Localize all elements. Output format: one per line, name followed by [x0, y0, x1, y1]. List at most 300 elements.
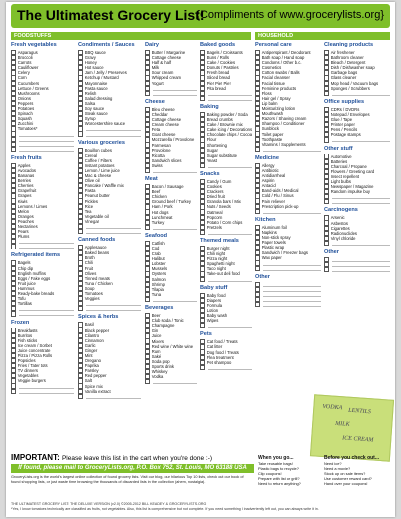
when-item: Plastic bags to recycle? — [258, 466, 299, 471]
item-label: Cauliflower — [17, 65, 39, 71]
item-label: Yeast — [206, 157, 218, 163]
list-item[interactable] — [145, 91, 197, 96]
item-label: Grapefruit — [17, 188, 37, 194]
list-section — [200, 104, 252, 168]
section-heading: Other — [324, 249, 339, 255]
item-label: Beef — [151, 189, 161, 195]
item-label: Gravy — [84, 55, 96, 61]
item-label: Dried fruit — [206, 194, 225, 200]
checkbox-icon[interactable] — [324, 137, 329, 142]
item-label: Glue / Tape — [330, 117, 353, 123]
important-label: IMPORTANT: — [11, 453, 60, 462]
item-label: Fresh bread — [206, 70, 230, 76]
blank-write-in-line[interactable] — [263, 302, 321, 307]
item-label: Wax paper — [261, 255, 282, 261]
checkbox-icon[interactable] — [78, 132, 83, 137]
item-label: Tofu — [17, 296, 26, 302]
list-section — [78, 140, 141, 235]
item-label: Jam / Jelly / Preserves — [84, 70, 127, 76]
item-label: Kiwis — [17, 198, 28, 204]
checkbox-icon[interactable] — [255, 147, 260, 152]
section-heading: Themed meals — [200, 238, 239, 244]
item-label: Ricotta — [151, 152, 165, 158]
checkbox-icon[interactable] — [324, 91, 329, 96]
item-label: Bacon / Sausage — [151, 184, 184, 190]
section-heading: Various groceries — [78, 139, 125, 146]
item-label: Lunchmeat — [151, 214, 173, 220]
item-label: Dog food / Treats — [206, 349, 239, 355]
item-label: Steak sauce — [84, 111, 108, 117]
item-label: Toilet paper — [261, 131, 284, 137]
checkbox-icon[interactable] — [255, 302, 260, 307]
item-label: Milk — [151, 65, 160, 71]
blank-write-in-line[interactable] — [153, 91, 197, 96]
note-line: ICE CREAM — [342, 435, 374, 444]
item-label: Squash — [17, 116, 32, 122]
list-column — [145, 42, 197, 387]
blank-write-in-line[interactable] — [86, 229, 141, 234]
when-title: When you go... — [258, 455, 294, 461]
checkbox-icon[interactable] — [145, 168, 150, 173]
blank-write-in-line[interactable] — [153, 168, 197, 173]
section-heading: Seafood — [145, 232, 168, 239]
checkbox-icon[interactable] — [78, 306, 83, 311]
item-label: Plums — [17, 234, 30, 240]
blank-write-in-line[interactable] — [263, 266, 321, 271]
item-label: Chicken — [151, 194, 167, 200]
item-label: Sandwich / Freezer bags — [261, 250, 309, 256]
section-heading: Office supplies — [324, 98, 365, 105]
note-line: MILK — [335, 420, 350, 428]
item-label: Cotton swabs / Balls — [261, 70, 300, 76]
item-label: Moisturizing lotion — [261, 106, 296, 112]
checkbox-icon[interactable] — [200, 277, 205, 282]
list-item[interactable] — [11, 311, 74, 316]
item-label: Breakfasts — [17, 327, 38, 333]
checkbox-icon[interactable] — [200, 365, 205, 370]
section-heading: Condiments / Sauces — [78, 42, 135, 48]
checkbox-icon[interactable] — [11, 389, 16, 394]
item-label: Antibiotic — [261, 167, 279, 173]
when-item: Prepare with list or grill? — [258, 476, 300, 481]
item-label: Salt — [84, 378, 92, 384]
list-item[interactable] — [324, 137, 390, 142]
item-label: Fruit — [84, 265, 94, 271]
item-label: Syrup — [84, 116, 96, 122]
item-label: Allergy — [261, 162, 275, 168]
item-label: Pita bread — [206, 85, 226, 91]
list-item[interactable] — [200, 230, 252, 235]
item-label: Asparagus — [17, 50, 38, 55]
item-label: Ginger — [84, 347, 98, 353]
footer — [11, 502, 390, 511]
item-label: Cake / Cookies — [206, 60, 236, 66]
list-item[interactable] — [145, 297, 197, 302]
item-label: Pasta — [84, 188, 96, 194]
item-label: Wipes — [206, 318, 219, 324]
item-label: Shrimp — [151, 281, 165, 287]
item-label: Sports drink — [151, 363, 175, 369]
item-label: Ketchup / Mustard — [84, 75, 119, 81]
checkbox-icon[interactable] — [11, 244, 16, 249]
checkbox-icon[interactable] — [255, 209, 260, 214]
item-label: Oatmeal — [206, 209, 223, 215]
important-text: Please leave this list in the cart when you're done :-) — [61, 455, 213, 462]
item-label: Aspirin — [261, 178, 275, 184]
item-label: Hot sauce — [84, 65, 104, 71]
item-label: Air freshener — [330, 50, 355, 55]
item-label: Ice cream / Sorbet — [17, 342, 52, 348]
item-label: Cake / Brownie mix — [206, 122, 243, 128]
item-label: English muffins — [17, 270, 47, 276]
list-item[interactable] — [255, 266, 321, 271]
item-label: Vinyl chloride — [330, 235, 356, 241]
item-label: Mussels — [151, 266, 168, 272]
list-item[interactable] — [145, 379, 197, 384]
item-label: Hair gel / Spray — [261, 95, 291, 101]
item-label: Cottage cheese — [151, 117, 182, 123]
item-label: Sour cream — [151, 70, 174, 76]
blank-write-in-line[interactable] — [208, 163, 252, 168]
blank-write-in-line[interactable] — [332, 241, 390, 246]
list-section — [255, 274, 321, 307]
item-label: Oregano — [84, 358, 101, 364]
item-label: Red wine / White wine — [151, 343, 194, 349]
item-label: Cookies — [206, 184, 222, 190]
item-label: Vodka — [151, 374, 164, 380]
blank-write-in-line[interactable] — [208, 230, 252, 235]
blank-write-in-line[interactable] — [332, 137, 390, 142]
blank-write-in-line[interactable] — [332, 91, 390, 96]
list-section — [255, 217, 321, 271]
blank-write-in-line[interactable] — [208, 277, 252, 282]
section-heading: Fresh vegetables — [11, 42, 57, 48]
item-label: Potatoes — [17, 106, 35, 112]
item-label: Lobster — [151, 261, 166, 267]
item-label: Olives — [84, 270, 97, 276]
item-label: Spinach — [17, 111, 33, 117]
item-label: Potato / Corn chips — [206, 219, 243, 225]
item-label: Charcoal / Propane — [330, 163, 367, 169]
item-label: Napkins — [261, 229, 277, 235]
household-header: HOUSEHOLD — [255, 32, 390, 40]
item-label: Cereal — [84, 152, 98, 158]
section-heading: Medicine — [255, 154, 279, 161]
checkbox-icon[interactable] — [145, 91, 150, 96]
item-label: Cat food / Treats — [206, 339, 238, 345]
item-label: Mushrooms — [17, 90, 40, 96]
item-label: Bath soap / Hand soap — [261, 55, 305, 61]
item-label: Corn — [17, 75, 27, 81]
item-label: Tomatoes* — [17, 126, 38, 132]
item-label: Shortening — [206, 142, 227, 148]
checkbox-icon[interactable] — [78, 394, 83, 399]
item-label: Cilantro — [84, 332, 100, 338]
item-label: Cherries — [17, 183, 34, 189]
list-item[interactable] — [255, 209, 321, 214]
when-item: Take reusable bags! — [258, 461, 293, 466]
list-section — [78, 42, 141, 137]
item-label: Diapers — [206, 297, 222, 303]
item-label: Veggie burgers — [17, 378, 46, 384]
list-item[interactable] — [324, 91, 390, 96]
item-label: Spice mix — [84, 383, 103, 389]
item-label: Sliced bread — [206, 75, 230, 81]
item-label: Lettuce / Greens — [17, 85, 49, 91]
item-label: Cucumbers — [17, 80, 40, 86]
blank-write-in-line[interactable] — [263, 147, 321, 152]
item-label: Nuts / Seeds — [206, 204, 231, 210]
list-item[interactable] — [200, 277, 252, 282]
item-label: Soup — [84, 285, 95, 291]
item-label: Flea treatment — [206, 354, 234, 360]
item-label: Popcorn — [206, 214, 223, 220]
item-label: Radionuclides — [330, 230, 357, 236]
section-heading: Baby stuff — [200, 284, 228, 291]
list-section — [324, 146, 390, 205]
item-label: Rice — [84, 203, 94, 209]
checkbox-icon[interactable] — [11, 311, 16, 316]
list-item[interactable] — [78, 229, 141, 234]
blank-write-in-line[interactable] — [208, 96, 252, 101]
section-heading: Beverages — [145, 305, 174, 312]
item-label: Salmon — [151, 276, 166, 282]
foodstuffs-header: FOODSTUFFS — [11, 32, 251, 40]
when-item: Need to return anything? — [258, 481, 301, 486]
footer-copyright: THE ULTIMATEST GROCERY LIST: THE DELUXE VERSION (v2.0) ©2005-2012 BILL KEADEY & GROCERYLISTS.ORG — [11, 502, 207, 506]
item-label: Mac & cheese — [84, 173, 112, 179]
item-label: Rum — [151, 348, 161, 354]
list-item[interactable] — [200, 163, 252, 168]
item-label: Sandwich slices — [151, 157, 182, 163]
before-title: Before you check out... — [324, 455, 380, 461]
list-item[interactable] — [324, 267, 390, 272]
blank-write-in-line[interactable] — [19, 244, 74, 249]
list-section — [11, 252, 74, 316]
item-label: Feminine products — [261, 85, 297, 91]
item-label: Baby wash — [206, 313, 228, 319]
list-section — [200, 171, 252, 235]
item-label: Swiss — [151, 162, 163, 168]
blank-write-in-line[interactable] — [208, 323, 252, 328]
list-item[interactable] — [200, 323, 252, 328]
blank-write-in-line[interactable] — [153, 379, 197, 384]
item-label: Champagne — [151, 323, 175, 329]
checkbox-icon[interactable] — [200, 96, 205, 101]
list-item[interactable] — [255, 147, 321, 152]
list-item[interactable] — [145, 225, 197, 230]
item-label: Candy / Gum — [206, 178, 232, 184]
checkbox-icon[interactable] — [324, 199, 329, 204]
checkbox-icon[interactable] — [78, 229, 83, 234]
item-label: Cream cheese — [151, 122, 179, 128]
item-label: Salsa — [84, 100, 96, 106]
item-label: Pears — [17, 229, 29, 235]
item-label: Provolone — [151, 147, 171, 153]
checkbox-icon[interactable] — [145, 379, 150, 384]
section-heading: Snacks — [200, 170, 220, 177]
note-line: LENTILS — [347, 407, 372, 416]
list-item[interactable] — [11, 244, 74, 249]
item-label: Peppers — [17, 100, 34, 106]
list-item[interactable] — [78, 132, 141, 137]
item-label: Burger night — [206, 246, 230, 251]
when-item: Clip coupons! — [258, 471, 282, 476]
item-label: Saké — [151, 353, 162, 359]
item-label: Batteries — [330, 158, 348, 164]
item-label: Berries — [17, 178, 31, 184]
item-label: Onions — [17, 95, 31, 101]
blank-write-in-line[interactable] — [332, 267, 390, 272]
item-label: Paper towels — [261, 240, 286, 246]
list-item[interactable] — [255, 302, 321, 307]
section-heading: Personal care — [255, 42, 292, 48]
item-label: Paprika — [84, 363, 99, 369]
checkbox-icon[interactable] — [11, 147, 16, 152]
blank-write-in-line[interactable] — [19, 389, 74, 394]
item-label: Cottage cheese — [151, 55, 182, 61]
item-label: Vitamins / Supplements — [261, 141, 306, 147]
checkbox-icon[interactable] — [255, 266, 260, 271]
section-heading: Baked goods — [200, 42, 236, 48]
item-label: Flowers / Greeting card — [330, 168, 375, 174]
before-item: Hand over your coupons! — [324, 481, 368, 486]
item-label: Ground beef / Turkey — [151, 199, 192, 205]
list-item[interactable] — [11, 389, 74, 394]
list-item[interactable] — [324, 241, 390, 246]
item-label: Cod — [151, 246, 160, 251]
item-label: Facial cleanser — [261, 75, 290, 81]
item-label: Coffee / Filters — [84, 157, 112, 163]
list-item[interactable] — [11, 147, 74, 152]
item-label: Pancake / Waffle mix — [84, 183, 124, 189]
item-label: Baking powder / Soda — [206, 111, 248, 117]
checkbox-icon[interactable] — [145, 297, 150, 302]
section-heading: Frozen — [11, 319, 30, 326]
item-label: Whipped cream — [151, 75, 182, 81]
list-column — [78, 42, 141, 402]
item-label: Lemons / Limes — [17, 203, 48, 209]
item-label: Juice — [151, 333, 162, 339]
checkbox-icon[interactable] — [145, 225, 150, 230]
list-section — [255, 155, 321, 214]
item-label: Pickles — [84, 198, 98, 204]
item-label: Vegetable oil — [84, 213, 109, 219]
item-label: Dish / Dishwasher soap — [330, 65, 375, 71]
section-heading: Other stuff — [324, 145, 353, 152]
item-label: Taco night — [206, 266, 226, 272]
section-heading: Carcinogens — [324, 207, 358, 214]
item-label: Flour — [206, 137, 217, 143]
blank-write-in-line[interactable] — [263, 209, 321, 214]
list-item[interactable] — [78, 394, 141, 399]
item-label: Hot dogs — [151, 209, 169, 215]
checkbox-icon[interactable] — [200, 163, 205, 168]
item-label: Hummus — [17, 285, 35, 291]
blank-write-in-line[interactable] — [153, 297, 197, 302]
item-label: Arsenic — [330, 215, 345, 221]
checkbox-icon[interactable] — [200, 230, 205, 235]
section-heading: Baking — [200, 103, 219, 110]
blank-write-in-line[interactable] — [86, 394, 141, 399]
item-label: Antacid — [261, 183, 276, 189]
item-label: Tea — [84, 208, 92, 214]
section-heading: Spices & herbs — [78, 314, 119, 321]
checkbox-icon[interactable] — [324, 267, 329, 272]
item-label: Cinnamon — [84, 337, 104, 343]
item-label: BBQ sauce — [84, 50, 106, 55]
list-item[interactable] — [200, 96, 252, 101]
item-label: Burritos — [17, 332, 33, 338]
item-label: Feta — [151, 127, 161, 133]
list-section — [324, 99, 390, 143]
list-item[interactable] — [78, 306, 141, 311]
item-label: Parsley — [84, 368, 99, 374]
item-label: Popsicles — [17, 358, 36, 364]
item-label: Instant potatoes — [84, 162, 115, 168]
item-label: Bleu cheese — [151, 106, 175, 112]
blank-write-in-line[interactable] — [19, 147, 74, 152]
item-label: Olive oil — [84, 178, 100, 184]
section-heading: Canned foods — [78, 237, 116, 244]
list-section — [11, 320, 74, 394]
item-label: Oysters — [151, 271, 167, 277]
item-label: Avocados — [17, 167, 37, 173]
list-section — [324, 42, 390, 96]
before-item: Stock up on sale items? — [324, 471, 366, 476]
item-label: Prescription pick-up — [261, 203, 299, 209]
section-heading: Refrigerated items — [11, 252, 61, 259]
item-label: Crackers — [206, 189, 224, 195]
item-label: Glass cleaner — [330, 75, 357, 81]
blank-write-in-line[interactable] — [86, 306, 141, 311]
item-label: Band-aids / Medical — [261, 188, 299, 194]
item-label: Zucchini — [17, 121, 34, 127]
list-item[interactable] — [145, 168, 197, 173]
blank-write-in-line[interactable] — [208, 365, 252, 370]
blank-write-in-line[interactable] — [86, 132, 141, 137]
blank-write-in-line[interactable] — [19, 311, 74, 316]
item-label: Pasta sauce — [84, 85, 108, 91]
item-label: Bananas — [17, 173, 35, 179]
item-label: Fish sticks — [17, 337, 38, 343]
page-title: The Ultimatest Grocery List! — [17, 7, 205, 23]
item-label: TV dinners — [17, 368, 38, 374]
list-section — [200, 285, 252, 329]
item-label: Printer paper — [330, 122, 355, 128]
item-label: Pizza night — [206, 256, 228, 262]
blank-write-in-line[interactable] — [332, 199, 390, 204]
item-label: Mixers — [151, 338, 165, 344]
footer-note: *Yes, I know tomatoes technically are classified as fruits, not vegetables. Also, this list is comprehensive but not complete. If you need something I inadvertently left out, you can always write it in. — [11, 506, 319, 511]
checkbox-icon[interactable] — [324, 241, 329, 246]
item-label: Sunblock — [261, 126, 279, 132]
item-label: Shampoo / Conditioner — [261, 121, 305, 127]
list-section — [255, 42, 321, 152]
item-label: Black pepper — [84, 327, 110, 333]
item-label: Salad dressing — [84, 95, 113, 101]
blank-write-in-line[interactable] — [153, 225, 197, 230]
item-label: Soy sauce — [84, 106, 105, 112]
checkbox-icon[interactable] — [200, 323, 205, 328]
list-item[interactable] — [324, 199, 390, 204]
item-label: Worcestershire sauce — [84, 121, 126, 127]
item-label: Bleach / Detergent — [330, 60, 366, 66]
item-label: Toothpaste — [261, 136, 283, 142]
page-subtitle: {Compliments of www.grocerylists.org} — [196, 9, 384, 21]
list-item[interactable] — [200, 365, 252, 370]
item-label: Garlic — [84, 342, 96, 348]
